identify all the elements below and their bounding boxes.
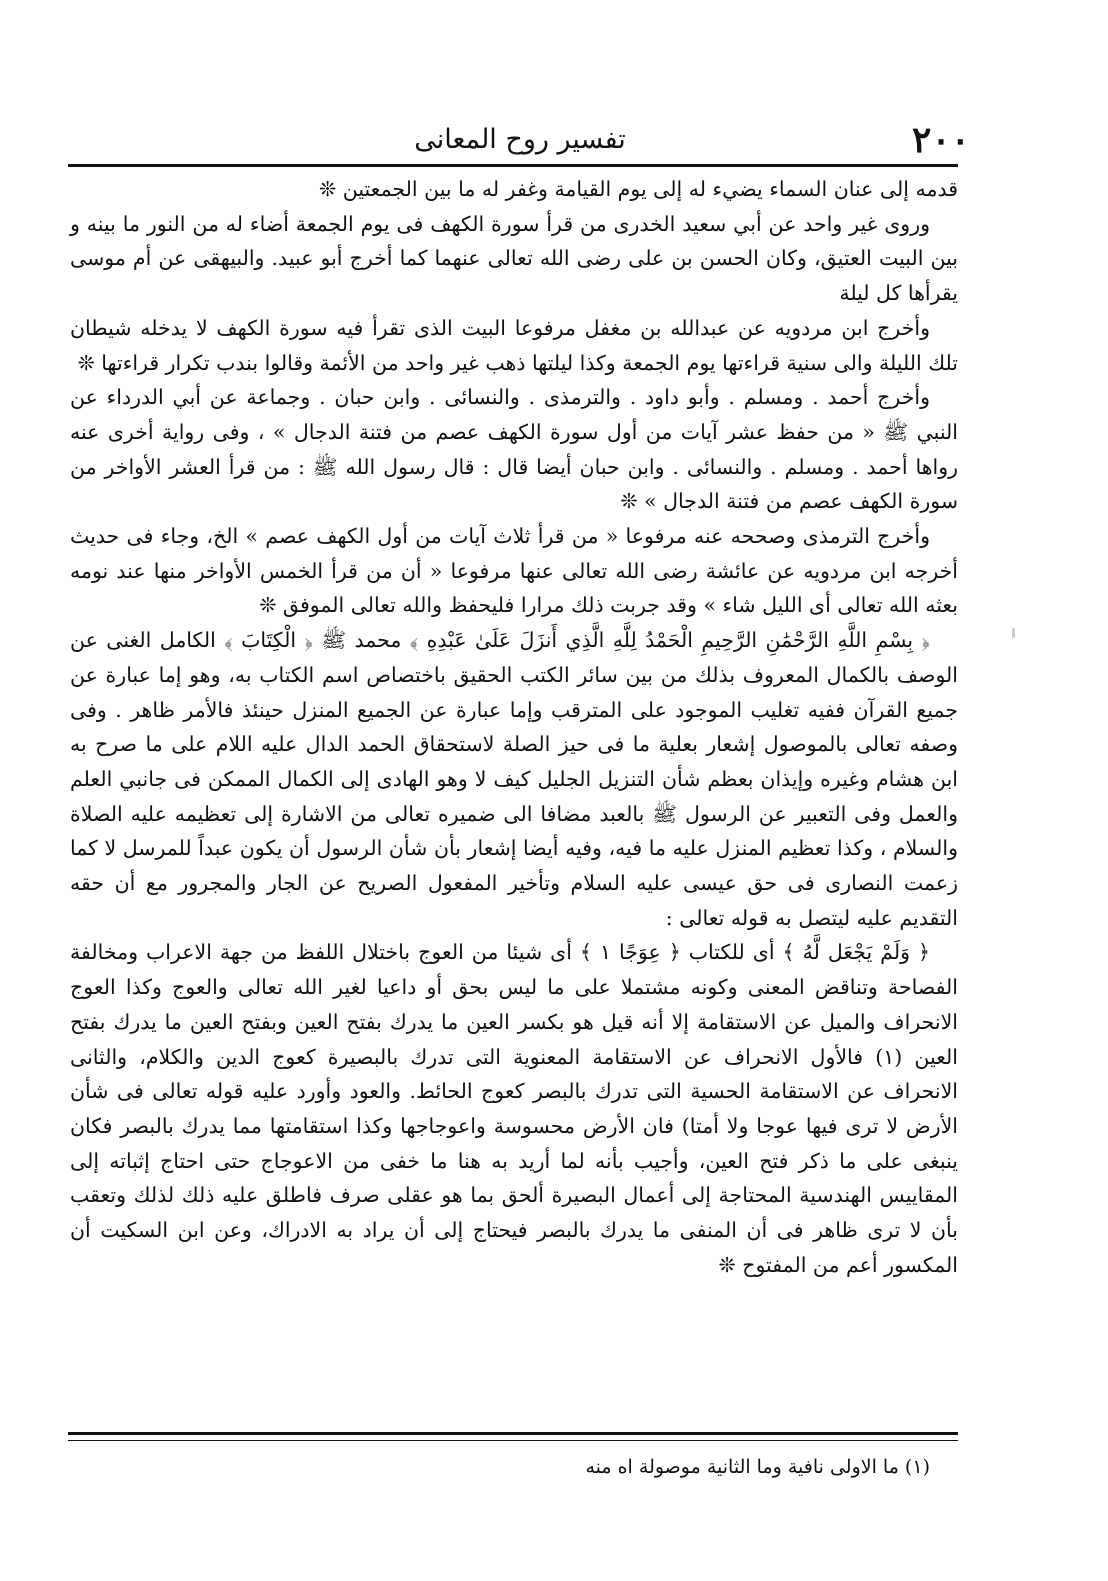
paragraph-basmala-commentary: ﴿ بِسْمِ اللَّهِ الرَّحْمَٰنِ الرَّحِيمِ الْحَمْدُ لِلَّهِ الَّذِي أَنزَلَ عَلَىٰ عَبْدِهِ ﴾ محمد ﷺ ﴿ الْكِتَابَ ﴾ الكامل الغنى عن الوصف بالكمال المعروف بذلك من بين سائر الكتب الحقيق باختصاص اسم الكتاب به، وهو إما عبارة عن جميع القرآن ففيه تغليب الموجود على المترقب وإما عبارة عن الجميع المنزل حينئذ فالأمر ظاهر . وفى وصفه تعالى بالموصول إشعار بعلية ما فى حيز الصلة لاستحقاق الحمد الدال عليه اللام على ما صرح به ابن هشام وغيره وإيذان بعظم شأن التنزيل الجليل كيف لا وهو الهادى إلى الكمال الممكن فى جانبي العلم والعمل وفى التعبير عن الرسول ﷺ بالعبد مضافا الى ضميره تعالى من الاشارة إلى تعظيمه عليه الصلاة والسلام ، وكذا تعظيم المنزل عليه ما فيه، وفيه أيضا إشعار بأن شأن الرسول أن يكون عبداً للمرسل لا كما زعمت النصارى فى حق عيسى عليه السلام وتأخير المفعول الصريح عن الجار والمجرور مع أن حقه التقديم عليه ليتصل به قوله تعالى :	[70, 628, 958, 930]
paragraph-abu-said-hadith: وروى غير واحد عن أبي سعيد الخدرى من قرأ سورة الكهف فى يوم الجمعة أضاء له من النور ما بينه و بين البيت العتيق، وكان الحسن بن على رضى الله تعالى عنهما كما أخرج أبو عبيد. والبيهقى عن أم موسى يقرأها كل ليلة	[70, 211, 958, 306]
paragraph-ibn-mardawayh: وأخرج ابن مردويه عن عبدالله بن مغفل مرفوعا البيت الذى تقرأ فيه سورة الكهف لا يدخله شيطان تلك الليلة والى سنية قراءتها يوم الجمعة وكذا ليلتها ذهب غير واحد من الأئمة وقالوا بندب تكرار قراءتها ❊	[70, 315, 958, 375]
footnote-rule	[68, 1432, 958, 1441]
paragraph-tirmidhi-hadith: وأخرج الترمذى وصححه عنه مرفوعا « من قرأ ثلاث آيات من أول الكهف عصم » الخ، وجاء فى حديث أخرجه ابن مردويه عن عائشة رضى الله تعالى عنها مرفوعا « أن من قرأ الخمس الأواخر منها عند نومه بعثه الله تعالى أى الليل شاء » وقد جربت ذلك مرارا فليحفظ والله تعالى الموفق ❊	[70, 524, 958, 618]
page-number: ٢٠٠	[911, 119, 970, 161]
paragraph-iwaj-commentary: ﴿ وَلَمْ يَجْعَل لَّهُ ﴾ أى للكتاب ﴿ عِوَجًا ١ ﴾ أى شيئا من العوج باختلال اللفظ من جهة الاعراب ومخالفة الفصاحة وتناقض المعنى وكونه مشتملا على ما ليس بحق أو داعيا لغير الله تعالى والعوج وكذا العوج الانحراف والميل عن الاستقامة إلا أنه قيل هو بكسر العين ما يدرك بفتح العين وبفتح العين ما يدرك بفتح العين (١) فالأول الانحراف عن الاستقامة المعنوية التى تدرك بالبصيرة كعوج الدين والكلام، والثانى الانحراف عن الاستقامة الحسية التى تدرك بالبصر كعوج الحائط. والعود وأورد عليه قوله تعالى فى شأن الأرض لا ترى فيها عوجا ولا أمتا) فان الأرض محسوسة واعوجاجها وكذا استقامتها مما يدرك بالبصر فكان ينبغى على ما ذكر فتح العين، وأجيب بأنه لما أريد به هنا ما خفى من الاعوجاج حتى احتاج إثباته إلى المقاييس الهندسية المحتاجة إلى أعمال البصيرة ألحق بما هو عقلى صرف فاطلق عليه ذلك لذلك وتعقب بأن لا ترى ظاهر فى أن المنفى ما يدرك بالبصر فيحتاج إلى أن يراد به الادراك، وعن ابن السكيت أن المكسور أعم من المفتوح ❊	[70, 940, 958, 1277]
header-rule	[68, 164, 958, 167]
running-title: تفسير روح المعانى	[414, 124, 626, 155]
paragraph-continuation: قدمه إلى عنان السماء يضيء له إلى يوم القيامة وغفر له ما بين الجمعتين ❊	[319, 177, 958, 201]
page-header	[70, 118, 970, 162]
footnote: (١) ما الاولى نافية وما الثانية موصولة اه منه	[585, 1456, 930, 1478]
paper-mark	[1012, 628, 1015, 638]
paragraph-abu-darda-hadith: وأخرج أحمد . ومسلم . وأبو داود . والترمذى . والنسائى . وابن حبان . وجماعة عن أبي الدرداء عن النبي ﷺ « من حفظ عشر آيات من أول سورة الكهف عصم من فتنة الدجال » ، وفى رواية أخرى عنه رواها أحمد . ومسلم . والنسائى . وابن حبان أيضا قال : قال رسول الله ﷺ : من قرأ العشر الأواخر من سورة الكهف عصم من فتنة الدجال » ❊	[70, 385, 958, 514]
main-text	[70, 172, 958, 1422]
